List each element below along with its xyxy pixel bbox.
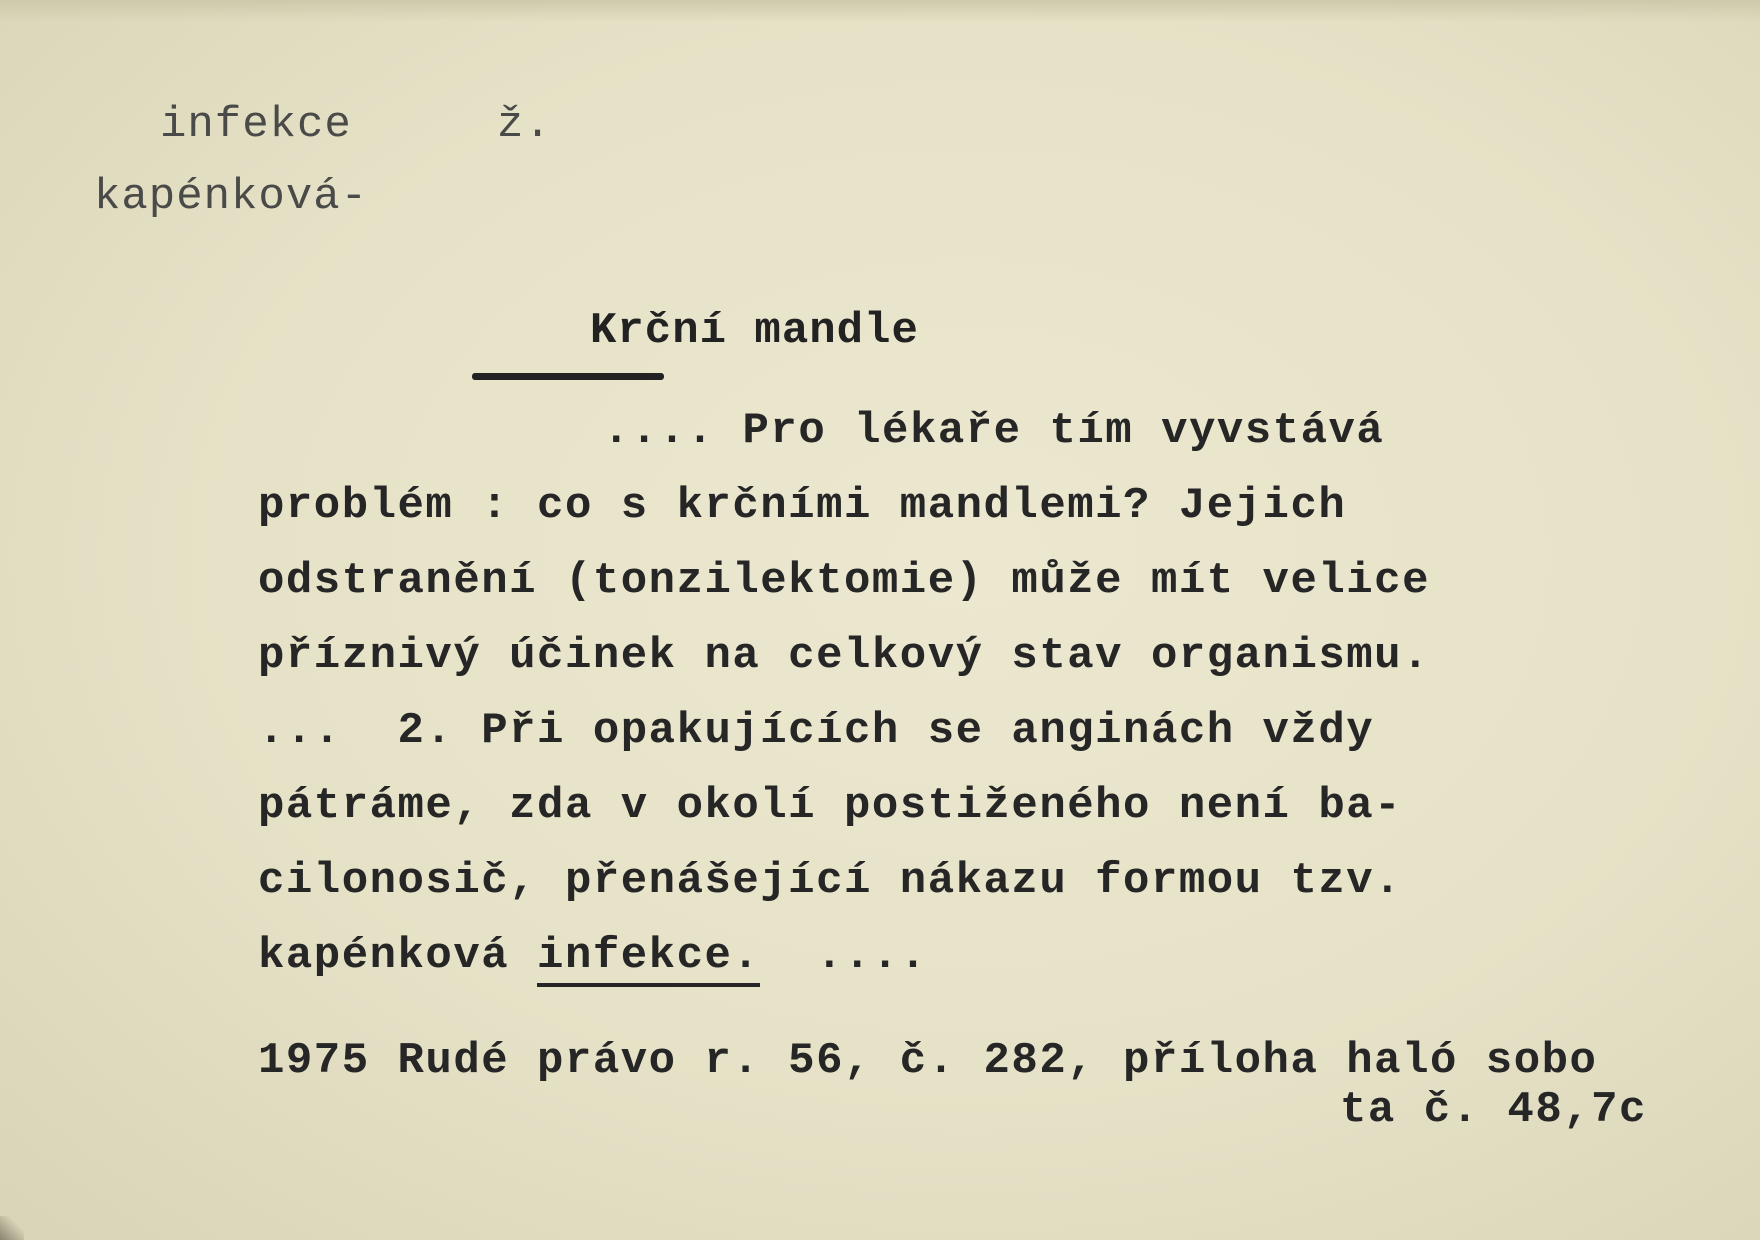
card-top-edge <box>0 0 1760 22</box>
body-line-5: ... 2. Při opakujících se anginách vždy <box>258 706 1375 756</box>
headword: infekce <box>160 100 352 150</box>
body-line-6: pátráme, zda v okolí postiženého není ba- <box>258 781 1403 831</box>
gender-label: ž. <box>497 100 552 150</box>
citation-line-2: ta č. 48,7c <box>1340 1085 1647 1135</box>
body-line-1: .... Pro lékaře tím vyvstává <box>603 406 1385 456</box>
body-line-8 <box>258 931 928 981</box>
compound-headword: kapénková- <box>94 172 369 222</box>
body-line-8-start: kapénková <box>258 931 538 981</box>
body-line-4: příznivý účinek na celkový stav organismu. <box>258 631 1430 681</box>
body-line-7: cilonosič, přenášející nákazu formou tzv. <box>258 856 1403 906</box>
underlined-headword: infekce. <box>537 931 760 987</box>
body-line-8-end: .... <box>760 931 928 981</box>
title-underline <box>472 373 664 380</box>
body-line-2: problém : co s krčními mandlemi? Jejich <box>258 481 1347 531</box>
card-corner-shadow <box>0 1216 24 1240</box>
excerpt-title: Krční mandle <box>590 306 919 356</box>
body-line-3: odstranění (tonzilektomie) může mít velice <box>258 556 1430 606</box>
citation-line-1: 1975 Rudé právo r. 56, č. 282, příloha haló sobo <box>258 1036 1598 1086</box>
